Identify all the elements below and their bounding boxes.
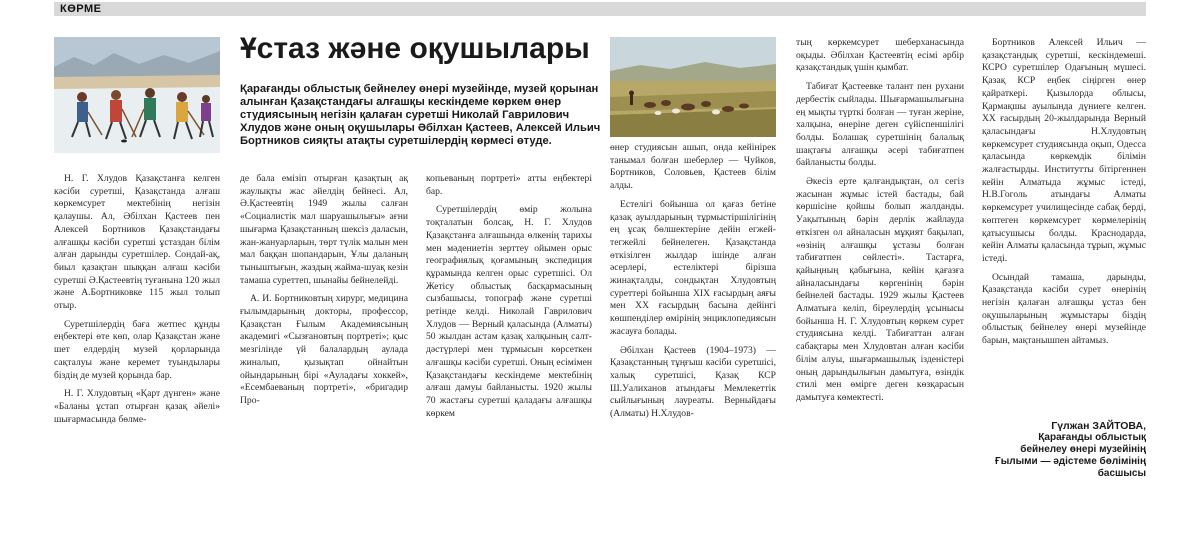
paragraph: Суретшілердің баға жетпес құнды еңбектері өте көп, олар Қазақстан және шет елдердің музей қорларында сақталуы және керемет туындылары біздің де музей қорында бар.	[54, 318, 220, 381]
hockey-painting-image	[54, 37, 220, 153]
paragraph: өнер студиясын ашып, онда кейінірек танымал болған шеберлер — Чуйков, Бортников, Соловьев, Қастеев білім алды.	[610, 142, 776, 192]
paragraph: Естелігі бойынша ол қағаз бетіне қазақ ауылдарының тұрмыстіршілігінің ең ұсақ бөлшектеріне дейін егжей-тегжейлі бейнелеген. Қазақстанда өткізілген жылдар ішінде алған әсерлері, естеліктері бірізша жинақталды, сондықтан Хлудовтың суреттері бойынша XIX ғасырдың аяғы мен XX ғасырдың басына дейінгі көшпенділер өмірінің энциклопедиясын жасауға болады.	[610, 198, 776, 337]
article-column-1	[54, 173, 220, 426]
article-headline: Ұстаз және оқушылары	[240, 32, 590, 65]
paragraph: Әбілхан Қастеев (1904–1973) — Қазақстанның тұңғыш кәсіби суретшісі, халық суретшісі, Қазақ КСР Ш.Уалиханов атындағы Мемлекеттік сыйлығының лауреаты. Верныйдағы (Алматы) Н.Хлудов-	[610, 344, 776, 420]
author-signature	[990, 420, 1146, 480]
paragraph: Табиғат Қастеевке талант пен рухани дербестік сыйлады. Шығармашылығына ең мықты түрткі болған — туған жеріне, халқына, өнеріне деген сүйіспеншілігі болды. Болашақ суретшінің балалық шақтағы алғашқы әсері табиғатпен байланысты болды.	[796, 81, 964, 169]
article-column-3	[426, 173, 592, 420]
article-column-6	[982, 37, 1146, 348]
paragraph: Осындай тамаша, дарынды, Қазақстанда кәсіби сурет өнерінің негізін қалаған алғашқы ұстаз бен оқушыларының жұмыстары біздің облыстық бейнелеу өнері музейінде барын, мақтанышпен айтамыз.	[982, 271, 1146, 347]
paragraph: А. И. Бортниковтың хирург, медицина ғылымдарының докторы, профессор, Қазақстан Ғылым Академиясының академигі «Сызғановтың портреті»; қыс мезгілінде үй балалардың аулада жиналып, қызықтап ойнайтын ойындарының бірі «Ауладағы хоккей», «Есембаеваның портреті», «бригадир Про-	[240, 293, 408, 406]
section-header-bar	[54, 2, 1146, 16]
section-label: КӨРМЕ	[60, 3, 102, 15]
paragraph: Суретшілердің өмір жолына тоқталатын болсақ, Н. Г. Хлудов Қазақстанға алғашында өлкенің тарихы мен мәдениетін зерттеу ойымен орыс географиялық қоғамының экспедиция құрамында келген орыс суретшісі. Ол Жетісу облыстық басқармасының сызбашысы, топограф және суретші ретінде келді. Николай Гаврилович Хлудов — Верный қаласында (Алматы) 50 жылдан астам қазақ халқының салт-дәстүрлері мен тұрмысын көрсеткен алғашқы кәсіби суретші. Оның есімімен Қазақстандағы кескіндеме мектебінің алғаш дамуы байланысты. 1920 жылы 70 жастағы суретші қаладағы алғашқы көркем	[426, 204, 592, 419]
paragraph: тың көркемсурет шеберханасында оқыды. Әбілхан Қастеевтің есімі әрбір қазақстандық үшін қымбат.	[796, 37, 964, 74]
paragraph: копьеваның портреті» атты еңбектері бар.	[426, 173, 592, 197]
author-name: Гүлжан ЗАЙТОВА,	[1051, 420, 1146, 432]
paragraph: Н. Г. Хлудовтың «Қарт дүнген» және «Баланы ұстап отырған қазақ әйелі» шығармасында бөлме-	[54, 388, 220, 425]
paragraph: Бортников Алексей Ильич — қазақстандық суретші, кескіндемеші. КСРО суретшілер Одағының мүшесі. Қазақ КСР еңбек сіңірген өнер қайраткері. Қызылорда облысы, Қармақшы ауылында дүниеге келген. XX ғасырдың 20-жылдарында Верный қаласындағы Н.Хлудовтың көркемсурет студиясында оқып, Одесса қаласында көркемдік білімін жалғастырды. Институтты бітіргеннен кейін Алматыда жұмыс істеді, Н.В.Гоголь атындағы Алматы көркемсурет училищесінде сабақ берді, көптеген көркемсурет көрмелерінің қатысушысы болды. Краснодарда, кейін Алматы қаласында тұрып, жұмыс істеді.	[982, 37, 1146, 264]
author-position: Қарағанды облыстық бейнелеу өнері музейінің Ғылыми — әдістеме бөлімінің басшысы	[995, 432, 1146, 479]
paragraph: де бала емізіп отырған қазақтың ақ жаулықты жас әйелдің бейнесі. Ал, Ә.Қастеевтің 1949 жылы салған «Социалистік мал шаруашылығы» ағни шығарма Қазақстанның шексіз даласын, жан-жануарларын, төрт түлік малын мен мал баққан шопандарын, Ұлы даланың тыныштығын, жаздың жайма-шуақ кезін тамаша суреттеп, шынайы бейнелейді.	[240, 173, 408, 286]
article-column-5	[796, 37, 964, 405]
paragraph: Әкесіз ерте қалғандықтан, ол сегіз жасынан жұмыс істей бастады, бай көршісіне қойшы болып жалданды. Уақытының бәрін дерлік жайлауда өткізген ол айналасын мұқият бақылап, «өзінің алғашқы ұстазы болған табиғатпен сөйлесті». Тастарға, қайыңның қабығына, кейін қағазға айналасындағы көргенінің бәрін бейнелей бастады. 1929 жылы Қастеев Алматыға келіп, біреулердің ұсынысы бойынша Н. Г. Хлудовтың көркем сурет студиясына келді. Табиғаттан алған сабақтары мен Хлудовтан алған кәсіби білім алуы, шығармашылық ізденістері оның дарындылығын дамытуға, өзіндік стилі мен өмірге деген көзқарасын дамытуға көмектесті.	[796, 176, 964, 403]
paragraph: Н. Г. Хлудов Қазақстанға келген кәсіби суретші, Қазақстанда алғаш көркемсурет мектебінің негізін қалаушы. Ал, Әбілхан Қастеев пен Алексей Бортников Қазақстандағы алғашқы кәсіби суретші ұстаздан білім алған дарынды суретшілер. Сондай-ақ, биыл қазақтан шыққан алғаш кәсіби суретші Ә.Қастеевтің туғанына 120 жыл және А.Бортниковке 115 жыл толып отыр.	[54, 173, 220, 312]
steppe-landscape-painting-image	[610, 37, 776, 137]
article-column-4	[610, 142, 776, 421]
article-column-2	[240, 173, 408, 408]
article-lead: Қарағанды облыстық бейнелеу өнері музейінде, музей қорынан алынған Қазақстандағы алғашқы кескіндеме көркем өнер студиясының негізін қалаған суретші Николай Гаврилович Хлудов және оның оқушылары Әбілхан Қастеев, Алексей Ильич Бортников сияқты атақты суретшілердің көрмесі өтуде.	[240, 83, 601, 147]
